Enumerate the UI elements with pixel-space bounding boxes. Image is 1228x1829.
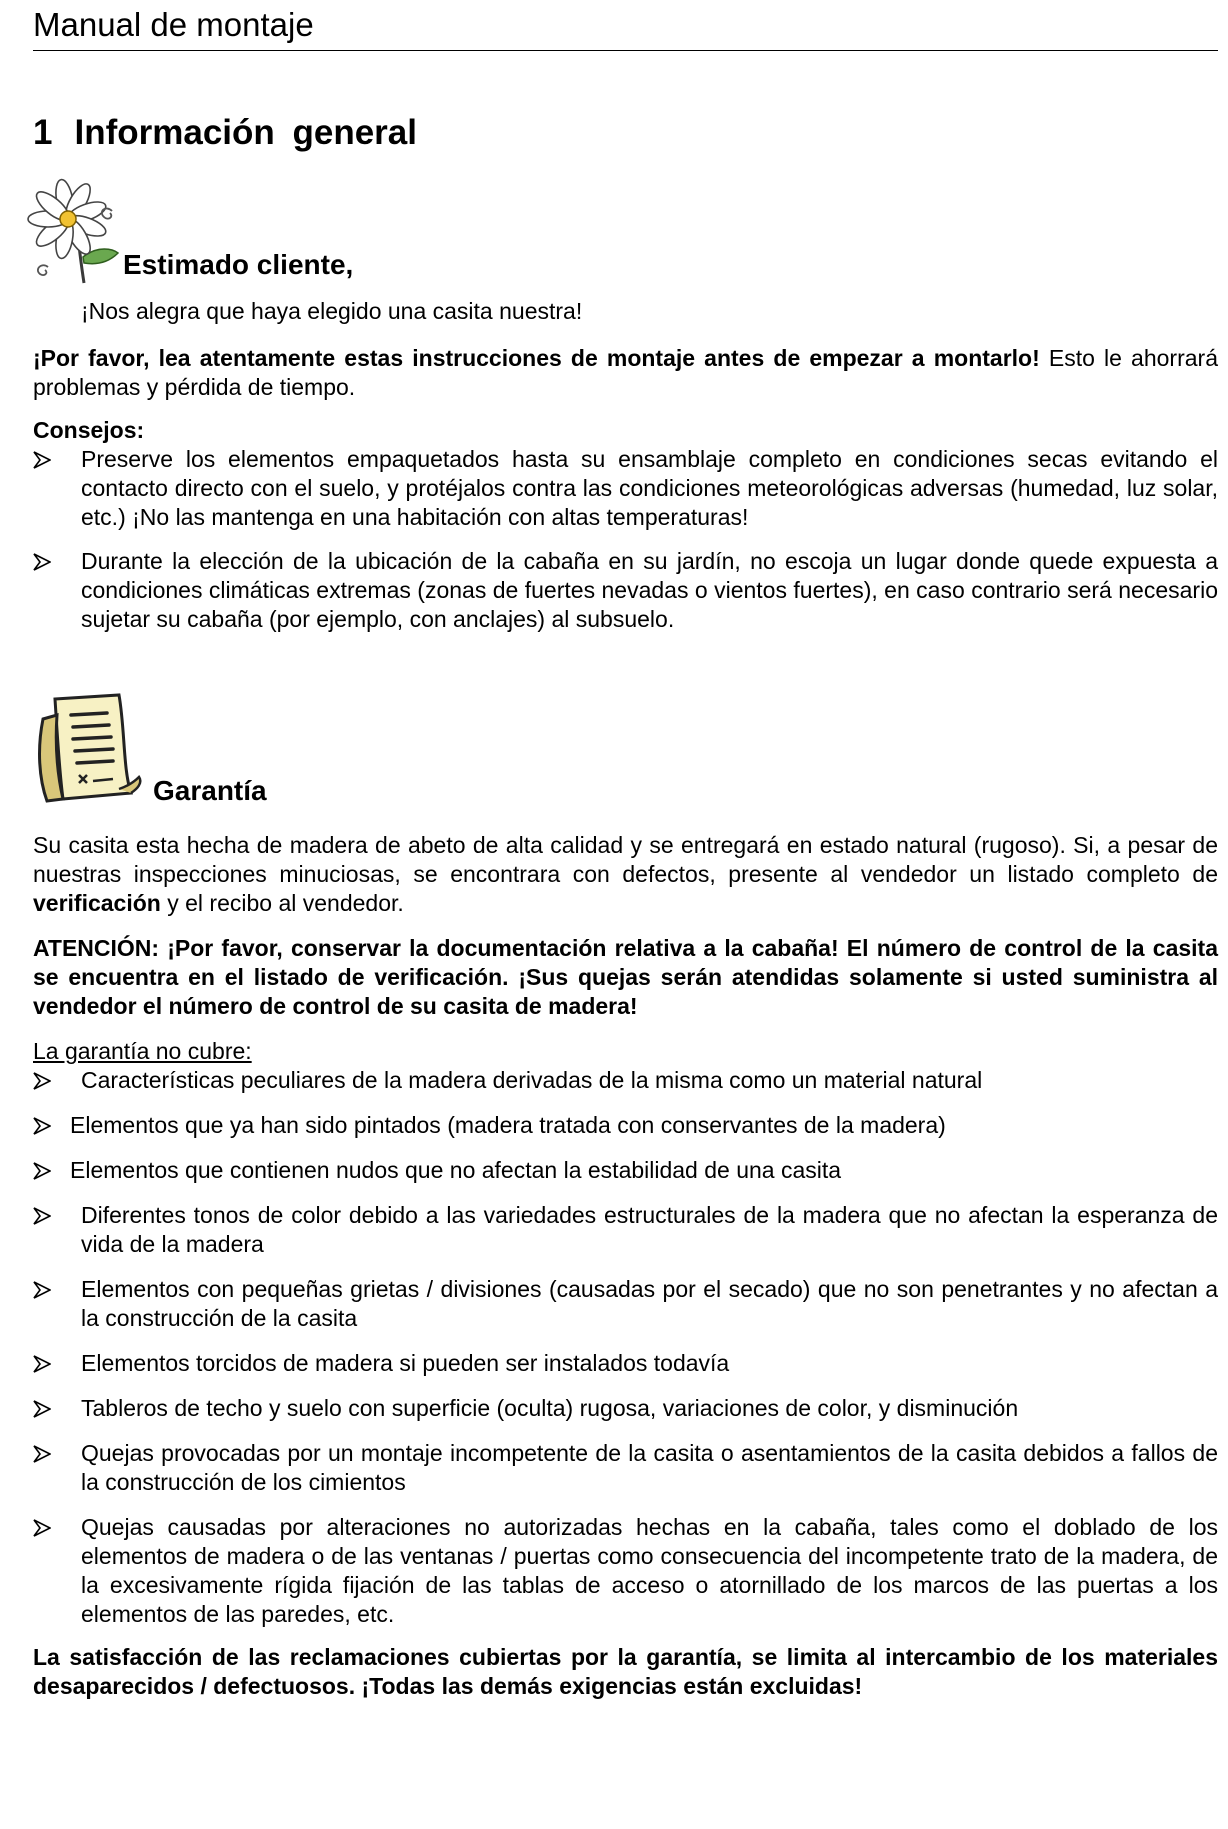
list-item bbox=[33, 1394, 1218, 1423]
tip-text: Preserve los elementos empaquetados hasta su ensamblaje completo en condiciones secas evitando el contacto directo con el suelo, y protéjalos contra las condiciones meteorológicas adversas (humedad, luz solar, etc.) ¡No las mantenga en una habitación con altas temperaturas! bbox=[81, 446, 1218, 530]
arrow-bullet-icon bbox=[33, 1072, 51, 1090]
read-first-rest: Esto le ahorrará problemas y pérdida de tiempo. bbox=[33, 345, 1218, 400]
greeting-heading bbox=[33, 173, 1218, 283]
attention-paragraph: ATENCIÓN: ¡Por favor, conservar la documentación relativa a la cabaña! El número de control de la casita se encuentra en el listado de verificación. ¡Sus quejas serán atendidas solamente si usted suministra al vendedor el número de control de su casita de madera! bbox=[33, 935, 1218, 1019]
final-paragraph: La satisfacción de las reclamaciones cubiertas por la garantía, se limita al intercambio de los materiales desaparecidos / defectuosos. ¡Todas las demás exigencias están excluidas! bbox=[33, 1644, 1218, 1699]
not-covered-list bbox=[33, 1066, 1218, 1629]
arrow-bullet-icon bbox=[33, 553, 51, 571]
list-item bbox=[33, 1349, 1218, 1378]
running-header: Manual de montaje bbox=[33, 6, 1218, 51]
list-item bbox=[33, 1275, 1218, 1333]
tips-list bbox=[33, 445, 1218, 634]
list-item bbox=[33, 547, 1218, 634]
section-title: Información general bbox=[74, 113, 417, 152]
list-item bbox=[33, 1066, 1218, 1095]
list-item bbox=[33, 1513, 1218, 1629]
not-covered-text: Características peculiares de la madera derivadas de la misma como un material natural bbox=[81, 1067, 983, 1093]
arrow-bullet-icon bbox=[33, 1207, 51, 1225]
not-covered-text: Elementos que contienen nudos que no afectan la estabilidad de una casita bbox=[70, 1157, 842, 1183]
list-item bbox=[33, 1201, 1218, 1259]
arrow-bullet-icon bbox=[33, 1117, 51, 1135]
warranty-intro bbox=[33, 831, 1218, 918]
greeting-title: Estimado cliente, bbox=[123, 249, 354, 280]
arrow-bullet-icon bbox=[33, 451, 51, 469]
list-item bbox=[33, 445, 1218, 532]
list-item bbox=[33, 1156, 1218, 1185]
arrow-bullet-icon bbox=[33, 1519, 51, 1537]
arrow-bullet-icon bbox=[33, 1400, 51, 1418]
section-heading bbox=[33, 113, 1218, 153]
warranty-intro-bold: verificación bbox=[33, 890, 161, 916]
list-item bbox=[33, 1111, 1218, 1140]
warranty-intro-part2: y el recibo al vendedor. bbox=[160, 890, 404, 916]
document-page bbox=[0, 6, 1228, 1829]
flower-icon bbox=[8, 175, 128, 285]
read-first-paragraph bbox=[33, 344, 1218, 402]
not-covered-text: Quejas provocadas por un montaje incompetente de la casita o asentamientos de la casita debidos a fallos de la construcción de los cimientos bbox=[81, 1440, 1218, 1495]
list-item bbox=[33, 1439, 1218, 1497]
arrow-bullet-icon bbox=[33, 1355, 51, 1373]
warranty-intro-part1: Su casita esta hecha de madera de abeto de alta calidad y se entregará en estado natural (rugoso). Si, a pesar de nuestras inspecciones minuciosas, se encontrara con defectos, presente al vendedor un listado completo de bbox=[33, 832, 1218, 887]
not-covered-text: Elementos torcidos de madera si pueden ser instalados todavía bbox=[81, 1350, 730, 1376]
not-covered-text: Elementos que ya han sido pintados (madera tratada con conservantes de la madera) bbox=[70, 1112, 946, 1138]
not-covered-text: Tableros de techo y suelo con superficie (oculta) rugosa, variaciones de color, y disminución bbox=[81, 1395, 1019, 1421]
arrow-bullet-icon bbox=[33, 1281, 51, 1299]
arrow-bullet-icon bbox=[33, 1445, 51, 1463]
tip-text: Durante la elección de la ubicación de la cabaña en su jardín, no escoja un lugar donde quede expuesta a condiciones climáticas extremas (zonas de fuertes nevadas o vientos fuertes), en caso contrario será necesario sujetar su cabaña (por ejemplo, con anclajes) al subsuelo. bbox=[81, 548, 1218, 632]
not-covered-text: Quejas causadas por alteraciones no autorizadas hechas en la cabaña, tales como el doblado de los elementos de madera o de las ventanas / puertas como consecuencia del incompetente trato de la madera, de la excesivamente rígida fijación de las tablas de acceso o atornillado de los marcos de las puertas a los elementos de las paredes, etc. bbox=[81, 1514, 1218, 1627]
section-number: 1 bbox=[33, 113, 53, 152]
warranty-title: Garantía bbox=[153, 775, 267, 806]
not-covered-text: Diferentes tonos de color debido a las variedades estructurales de la madera que no afectan la esperanza de vida de la madera bbox=[81, 1202, 1218, 1257]
tips-label: Consejos: bbox=[33, 417, 145, 443]
not-covered-label: La garantía no cubre: bbox=[33, 1038, 252, 1064]
not-covered-text: Elementos con pequeñas grietas / divisiones (causadas por el secado) que no son penetrantes y no afectan a la construcción de la casita bbox=[81, 1276, 1218, 1331]
greeting-intro: ¡Nos alegra que haya elegido una casita nuestra! bbox=[81, 298, 583, 324]
scroll-icon bbox=[33, 689, 145, 807]
warranty-heading bbox=[33, 689, 1218, 809]
read-first-bold: ¡Por favor, lea atentamente estas instrucciones de montaje antes de empezar a montarlo! bbox=[33, 345, 1040, 371]
arrow-bullet-icon bbox=[33, 1162, 51, 1180]
